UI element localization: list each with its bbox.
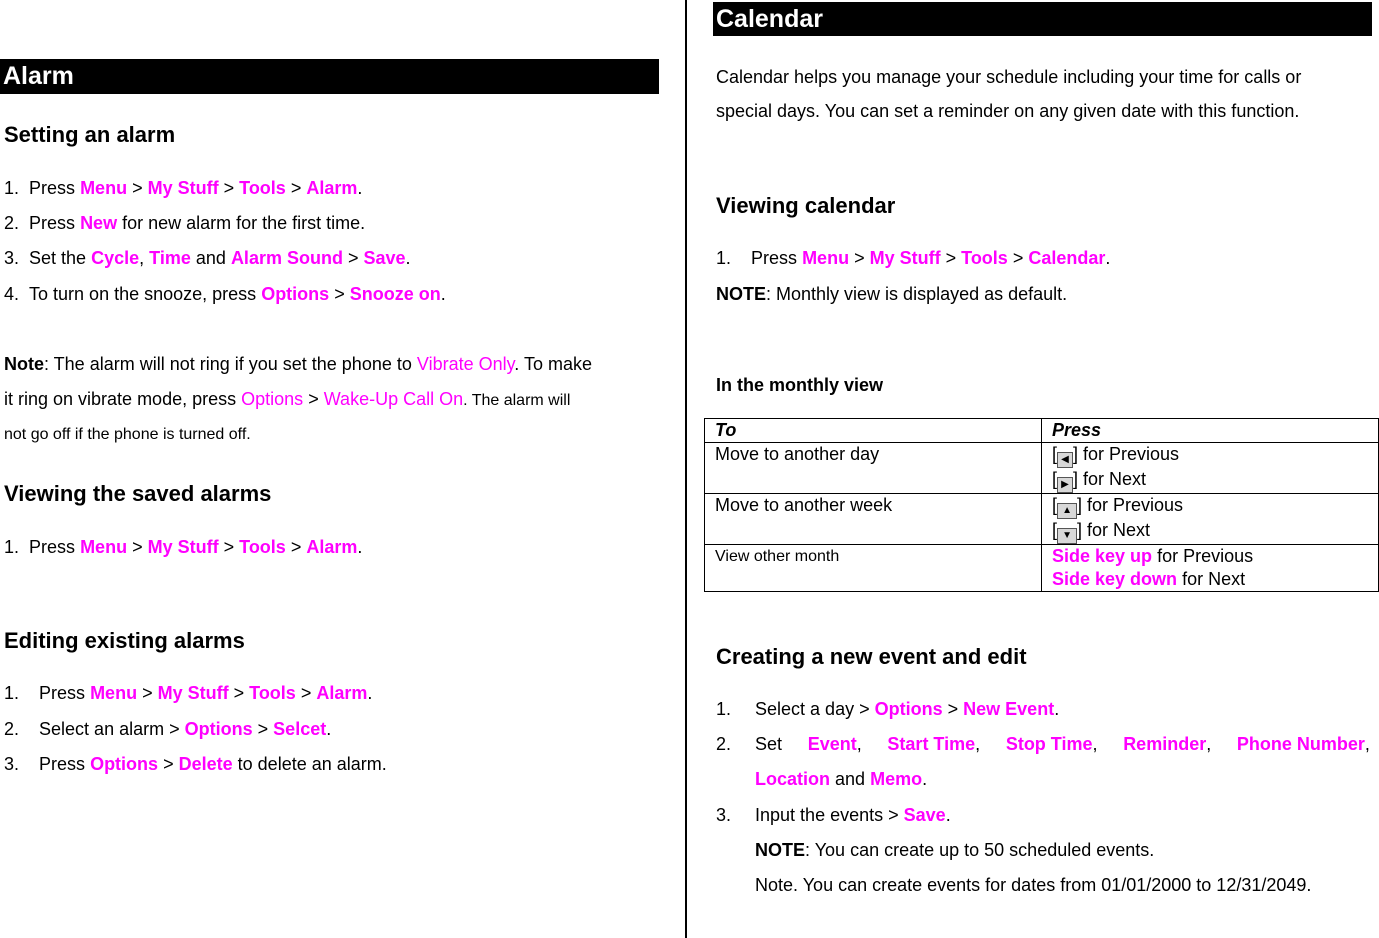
creating-note-2: Note. You can create events for dates from 01/01/2000 to 12/31/2049. <box>755 875 1312 895</box>
row-month-press: Side key up for Previous Side key down for Next <box>1042 545 1379 592</box>
creating-step-1: 1. Select a day > Options > New Event. <box>716 699 1060 719</box>
calendar-intro-line-2: special days. You can set a reminder on any given date with this function. <box>716 101 1300 121</box>
row-week-press: [ ▲ ] for Previous [ ▼ ] for Next <box>1042 494 1379 545</box>
setting-step-2: 2. Press New for new alarm for the first time. <box>4 213 366 233</box>
header-press: Press <box>1042 419 1379 443</box>
header-to: To <box>705 419 1042 443</box>
editing-step-2: 2. Select an alarm > Options > Selcet. <box>4 719 332 739</box>
viewing-step-1: 1. Press Menu > My Stuff > Tools > Alarm. <box>4 537 363 557</box>
table-header-row <box>705 419 1379 443</box>
creating-step-3: 3. Input the events > Save. <box>716 805 951 825</box>
setting-alarm-title: Setting an alarm <box>4 122 176 147</box>
editing-step-3: 3. Press Options > Delete to delete an alarm. <box>4 754 387 774</box>
setting-step-1: 1. Press Menu > My Stuff > Tools > Alarm. <box>4 178 363 198</box>
creating-note-1: NOTE: You can create up to 50 scheduled events. <box>755 840 1155 860</box>
monthly-view-title: In the monthly view <box>716 375 884 395</box>
alarm-note-line-1: Note: The alarm will not ring if you set the phone to Vibrate Only. To make <box>4 354 592 374</box>
row-day-press: [ ◀ ] for Previous [ ▶ ] for Next <box>1042 443 1379 494</box>
up-arrow-icon: ▲ <box>1057 503 1077 519</box>
viewing-alarms-title: Viewing the saved alarms <box>4 481 272 506</box>
alarm-heading: Alarm <box>0 59 659 94</box>
creating-event-title: Creating a new event and edit <box>716 644 1027 669</box>
setting-step-3: 3. Set the Cycle, Time and Alarm Sound > Save. <box>4 248 411 268</box>
viewing-calendar-note: NOTE: Monthly view is displayed as default. <box>716 284 1068 304</box>
creating-step-2-continued: Location and Memo. <box>755 769 928 789</box>
creating-step-2: 2. Set Event, Start Time, Stop Time, Reminder, Phone Number, <box>716 734 1370 754</box>
calendar-intro-line-1: Calendar helps you manage your schedule including your time for calls or <box>716 67 1302 87</box>
row-week-to: Move to another week <box>705 494 1042 545</box>
row-month-to: View other month <box>705 545 1042 592</box>
monthly-view-table <box>704 418 1379 592</box>
left-arrow-icon: ◀ <box>1057 452 1073 468</box>
right-arrow-icon: ▶ <box>1057 477 1073 493</box>
setting-step-4: 4. To turn on the snooze, press Options > Snooze on. <box>4 284 446 304</box>
table-row <box>705 443 1379 494</box>
viewing-calendar-step-1: 1. Press Menu > My Stuff > Tools > Calendar. <box>716 248 1111 268</box>
alarm-note-line-3: not go off if the phone is turned off. <box>4 426 251 443</box>
column-divider <box>685 0 687 938</box>
editing-step-1: 1. Press Menu > My Stuff > Tools > Alarm. <box>4 683 373 703</box>
table-row <box>705 545 1379 592</box>
viewing-calendar-title: Viewing calendar <box>716 193 896 218</box>
alarm-note-line-2: it ring on vibrate mode, press Options > Wake-Up Call On. The alarm will <box>4 389 571 409</box>
editing-alarms-title: Editing existing alarms <box>4 628 245 653</box>
table-row <box>705 494 1379 545</box>
down-arrow-icon: ▼ <box>1057 528 1077 544</box>
calendar-heading: Calendar <box>713 2 1372 36</box>
row-day-to: Move to another day <box>705 443 1042 494</box>
